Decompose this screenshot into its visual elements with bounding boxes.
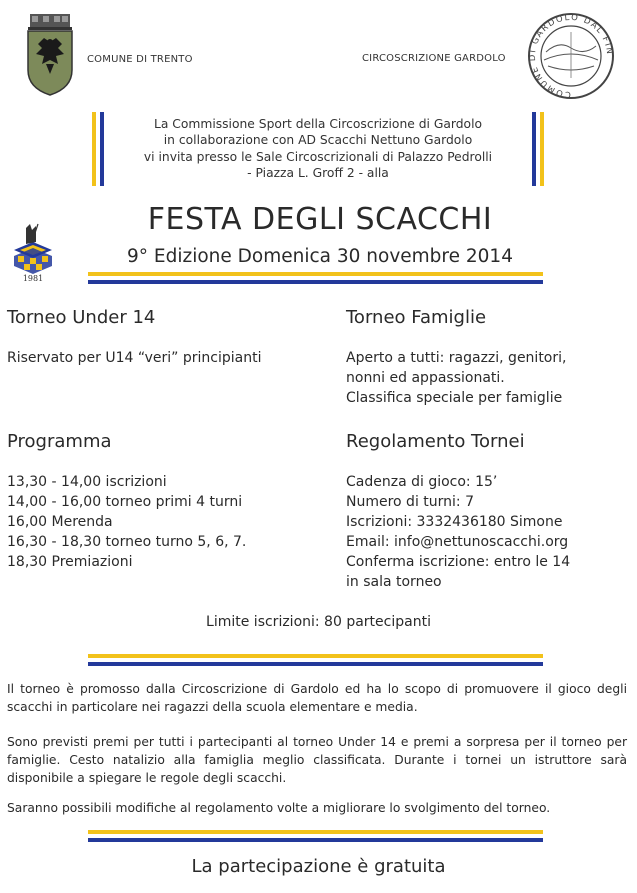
left-blue-bar bbox=[100, 112, 104, 186]
invitation-line: in collaborazione con AD Scacchi Nettuno Gardolo bbox=[163, 133, 473, 148]
famiglie-line: nonni ed appassionati. bbox=[346, 370, 505, 386]
comune-trento-coat-of-arms bbox=[24, 14, 76, 96]
free-participation: La partecipazione è gratuita bbox=[191, 856, 446, 877]
paragraph-prizes: Sono previsti premi per tutti i partecipanti al torneo Under 14 e premi a sorpresa per il torneo per famiglie. Cesto natalizio alla famiglia meglio classificata. Durante i tornei un istruttore sarà disponibile a spiegare le regole degli scacchi. bbox=[7, 735, 627, 785]
regolamento-list bbox=[346, 472, 570, 592]
famiglie-heading: Torneo Famiglie bbox=[346, 307, 487, 328]
registration-limit: Limite iscrizioni: 80 partecipanti bbox=[206, 614, 431, 630]
paragraph-modifications: Saranno possibili modifiche al regolamento volte a migliorare lo svolgimento del torneo. bbox=[7, 801, 551, 815]
right-org-name: CIRCOSCRIZIONE GARDOLO bbox=[362, 53, 506, 64]
middle-divider-yellow bbox=[88, 654, 543, 658]
invitation-line: La Commissione Sport della Circoscrizione di Gardolo bbox=[153, 117, 483, 131]
middle-divider-blue bbox=[88, 662, 543, 666]
right-yellow-bar bbox=[540, 112, 544, 186]
regolamento-item: Cadenza di gioco: 15’ bbox=[346, 474, 498, 490]
programma-heading: Programma bbox=[7, 431, 112, 452]
regolamento-item: Email: info@nettunoscacchi.org bbox=[346, 534, 569, 550]
famiglie-text bbox=[346, 348, 566, 408]
regolamento-heading: Regolamento Tornei bbox=[346, 431, 525, 452]
regolamento-item: in sala torneo bbox=[346, 574, 442, 590]
paragraph-promotion: Il torneo è promosso dalla Circoscrizione di Gardolo ed ha lo scopo di promuovere il gioco degli scacchi in particolare nei ragazzi della scuola elementare e media. bbox=[7, 682, 627, 714]
programma-list bbox=[7, 472, 246, 572]
chess-logo-year: 1981 bbox=[22, 274, 44, 283]
regolamento-item: Numero di turni: 7 bbox=[346, 494, 474, 510]
title-divider-blue bbox=[88, 280, 543, 284]
bottom-divider-yellow bbox=[88, 830, 543, 834]
gardolo-seal bbox=[524, 12, 618, 100]
programma-item: 16,00 Merenda bbox=[7, 514, 113, 530]
programma-item: 18,30 Premiazioni bbox=[7, 554, 133, 570]
title-divider-yellow bbox=[88, 272, 543, 276]
event-subtitle: 9° Edizione Domenica 30 novembre 2014 bbox=[127, 246, 513, 267]
seal-text: COMUNE DI GARDOLO DAL FIN bbox=[527, 12, 615, 100]
event-title: FESTA DEGLI SCACCHI bbox=[147, 202, 493, 237]
programma-item: 13,30 - 14,00 iscrizioni bbox=[7, 474, 167, 490]
under14-text bbox=[7, 348, 261, 368]
invitation-line: - Piazza L. Groff 2 - alla bbox=[247, 166, 389, 181]
left-yellow-bar bbox=[92, 112, 96, 186]
invitation-text bbox=[110, 116, 526, 182]
left-org-name: COMUNE DI TRENTO bbox=[87, 54, 193, 65]
famiglie-line: Classifica speciale per famiglie bbox=[346, 390, 563, 406]
famiglie-line: Aperto a tutti: ragazzi, genitori, bbox=[346, 350, 567, 366]
under14-heading: Torneo Under 14 bbox=[7, 307, 156, 328]
programma-item: 14,00 - 16,00 torneo primi 4 turni bbox=[7, 494, 243, 510]
under14-line: Riservato per U14 “veri” principianti bbox=[7, 350, 262, 366]
chess-club-logo bbox=[12, 222, 54, 284]
regolamento-item: Conferma iscrizione: entro le 14 bbox=[346, 554, 571, 570]
right-blue-bar bbox=[532, 112, 536, 186]
bottom-divider-blue bbox=[88, 838, 543, 842]
invitation-line: vi invita presso le Sale Circoscrizionali di Palazzo Pedrolli bbox=[143, 149, 493, 164]
invitation-block bbox=[92, 112, 544, 188]
regolamento-item: Iscrizioni: 3332436180 Simone bbox=[346, 514, 563, 530]
programma-item: 16,30 - 18,30 torneo turno 5, 6, 7. bbox=[7, 534, 247, 550]
